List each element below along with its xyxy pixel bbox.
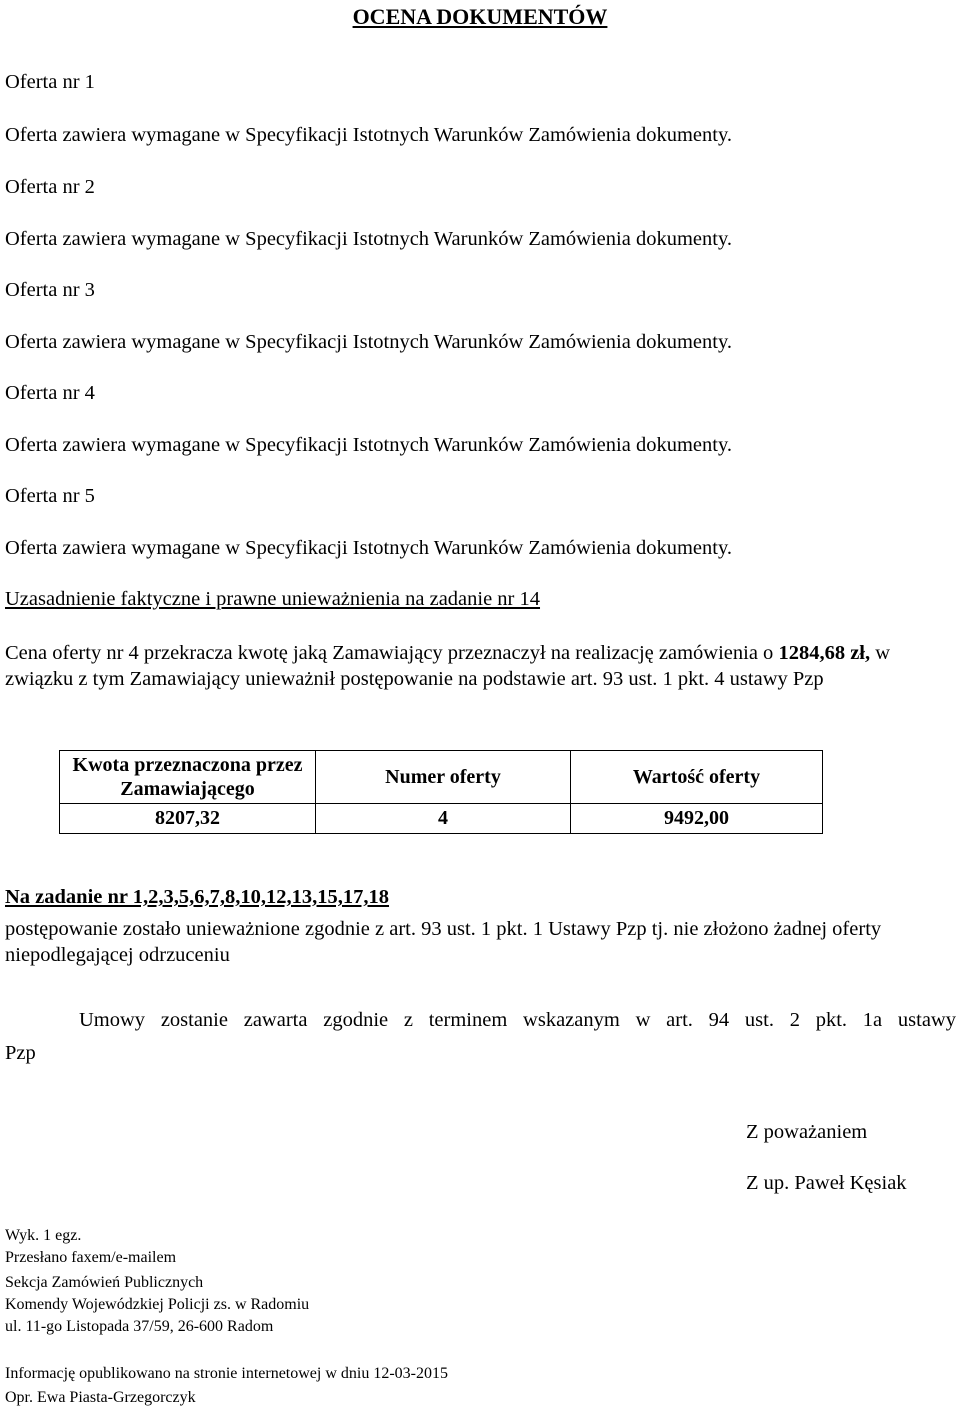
offer-4-heading: Oferta nr 4 bbox=[5, 382, 95, 404]
footer-command: Komendy Wojewódzkiej Policji zs. w Radomiu bbox=[5, 1296, 310, 1313]
offer-3-text: Oferta zawiera wymagane w Specyfikacji Istotnych Warunków Zamówienia dokumenty. bbox=[5, 331, 732, 353]
contract-word: ust. bbox=[744, 1009, 774, 1031]
offer-5-heading: Oferta nr 5 bbox=[5, 485, 95, 507]
footer-copies: Wyk. 1 egz. bbox=[5, 1227, 82, 1244]
table-header-allocated: Kwota przeznaczona przez Zamawiającego bbox=[60, 751, 316, 804]
contract-word: z bbox=[403, 1009, 413, 1031]
document-title: OCENA DOKUMENTÓW bbox=[352, 4, 608, 29]
contract-word: 1a bbox=[862, 1009, 883, 1031]
table-header-offer-value: Wartość oferty bbox=[571, 751, 823, 804]
contract-word: 94 bbox=[708, 1009, 730, 1031]
justification-heading: Uzasadnienie faktyczne i prawne unieważnienia na zadanie nr 14 bbox=[5, 588, 541, 610]
offer-value-table bbox=[59, 750, 823, 834]
table-row bbox=[60, 804, 823, 834]
justification-part2: w związku z tym Zamawiający unieważnił postępowanie na podstawie art. 93 ust. 1 pkt. 4 ustawy Pzp bbox=[5, 642, 891, 690]
table-cell-offer-value: 9492,00 bbox=[571, 804, 823, 834]
footer-author: Opr. Ewa Piasta-Grzegorczyk bbox=[5, 1389, 196, 1406]
offer-5-text: Oferta zawiera wymagane w Specyfikacji Istotnych Warunków Zamówienia dokumenty. bbox=[5, 537, 732, 559]
offer-4-text: Oferta zawiera wymagane w Specyfikacji Istotnych Warunków Zamówienia dokumenty. bbox=[5, 434, 732, 456]
offer-2-text: Oferta zawiera wymagane w Specyfikacji Istotnych Warunków Zamówienia dokumenty. bbox=[5, 228, 732, 250]
contract-word: art. bbox=[666, 1009, 693, 1031]
contract-line bbox=[79, 1009, 956, 1032]
contract-word: terminem bbox=[428, 1009, 508, 1031]
justification-amount: 1284,68 zł, bbox=[778, 642, 871, 664]
footer-address: ul. 11-go Listopada 37/59, 26-600 Radom bbox=[5, 1318, 274, 1335]
contract-word: zgodnie bbox=[323, 1009, 389, 1031]
contract-word: 2 bbox=[789, 1009, 800, 1031]
tasks-text: postępowanie zostało unieważnione zgodnie z art. 93 ust. 1 pkt. 1 Ustawy Pzp tj. nie złożono żadnej oferty niepodlegającej odrzuceniu bbox=[5, 918, 882, 966]
tasks-heading: Na zadanie nr 1,2,3,5,6,7,8,10,12,13,15,17,18 bbox=[5, 886, 390, 908]
signatory: Z up. Paweł Kęsiak bbox=[746, 1172, 907, 1194]
closing-regards: Z poważaniem bbox=[746, 1121, 868, 1143]
justification-paragraph bbox=[5, 640, 955, 692]
table-cell-allocated: 8207,32 bbox=[60, 804, 316, 834]
contract-word: zawarta bbox=[243, 1009, 308, 1031]
contract-word: pkt. bbox=[815, 1009, 848, 1031]
contract-line-2: Pzp bbox=[5, 1042, 36, 1064]
contract-word: Umowy bbox=[79, 1009, 146, 1031]
table-header-row bbox=[60, 751, 823, 804]
contract-word: w bbox=[635, 1009, 651, 1031]
footer-published: Informację opublikowano na stronie internetowej w dniu 12-03-2015 bbox=[5, 1365, 448, 1382]
table-header-offer-number: Numer oferty bbox=[316, 751, 571, 804]
table-cell-offer-number: 4 bbox=[316, 804, 571, 834]
offer-2-heading: Oferta nr 2 bbox=[5, 176, 95, 198]
footer-sent-via: Przesłano faxem/e-mailem bbox=[5, 1249, 177, 1266]
contract-word: ustawy bbox=[897, 1009, 956, 1031]
contract-word: wskazanym bbox=[523, 1009, 620, 1031]
offer-1-text: Oferta zawiera wymagane w Specyfikacji Istotnych Warunków Zamówienia dokumenty. bbox=[5, 124, 732, 146]
contract-word: zostanie bbox=[160, 1009, 228, 1031]
justification-part1: Cena oferty nr 4 przekracza kwotę jaką Zamawiający przeznaczył na realizację zamówienia o bbox=[5, 642, 779, 664]
footer-section: Sekcja Zamówień Publicznych bbox=[5, 1274, 204, 1291]
offer-1-heading: Oferta nr 1 bbox=[5, 71, 95, 93]
offer-3-heading: Oferta nr 3 bbox=[5, 279, 95, 301]
